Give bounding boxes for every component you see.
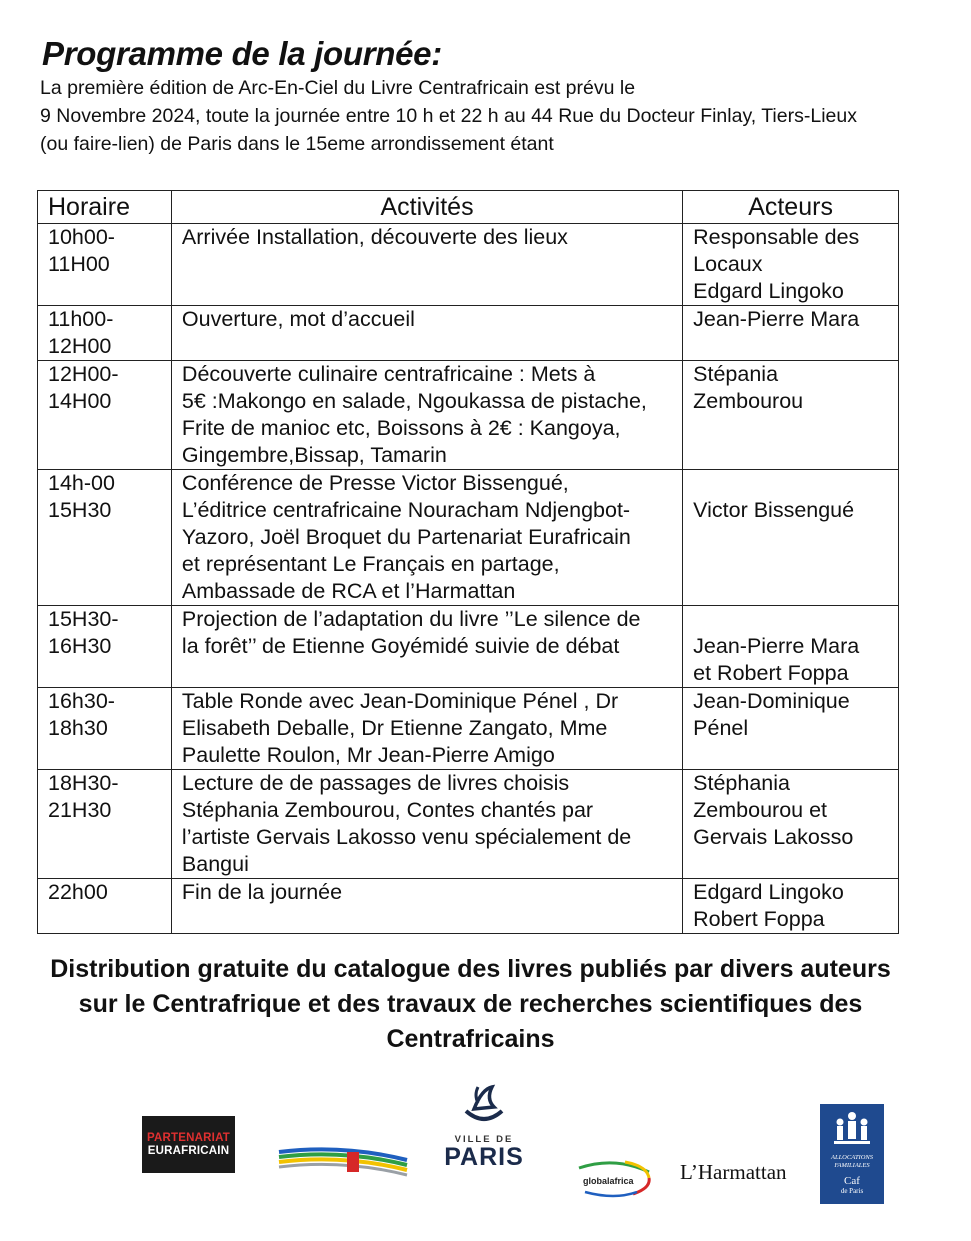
header-acteurs: Acteurs xyxy=(683,191,899,224)
table-row xyxy=(38,361,899,470)
globalafrica-logo xyxy=(575,1158,653,1198)
logo-text: de Paris xyxy=(840,1187,864,1195)
table-row xyxy=(38,224,899,306)
table-row xyxy=(38,879,899,934)
cell-horaire: 15H30- 16H30 xyxy=(38,606,172,688)
page-title: Programme de la journée: xyxy=(42,35,442,72)
cell-acteurs: Victor Bissengué xyxy=(683,470,899,606)
cell-horaire: 10h00- 11H00 xyxy=(38,224,172,306)
table-row xyxy=(38,470,899,606)
distribution-note: Distribution gratuite du catalogue des livres publiés par divers auteurs sur le Centrafrique et des travaux de recherches scientifiques des Centrafricains xyxy=(50,955,891,1053)
caf-family-icon xyxy=(830,1110,874,1150)
table-row xyxy=(38,770,899,879)
cell-horaire: 12H00- 14H00 xyxy=(38,361,172,470)
cell-acteurs: Responsable des Locaux Edgard Lingoko xyxy=(683,224,899,306)
harmattan-logo: L’Harmattan xyxy=(680,1160,787,1184)
intro-line: (ou faire-lien) de Paris dans le 15eme arrondissement étant xyxy=(40,133,554,155)
logo-text: Caf xyxy=(844,1175,860,1187)
cell-activites: Conférence de Presse Victor Bissengué, L’éditrice centrafricaine Nouracham Ndjengbot- Yazoro, Joël Broquet du Partenariat Eurafricain et représentant Le Français en partage, Ambassade de RCA et l’Harmattan xyxy=(171,470,682,606)
stripes-graphic xyxy=(277,1140,409,1182)
logo-text: ALLOCATIONS FAMILIALES xyxy=(830,1154,874,1169)
logo-text: VILLE DE xyxy=(454,1134,514,1145)
cell-acteurs: Stépania Zembourou xyxy=(683,361,899,470)
cell-activites: Ouverture, mot d’accueil xyxy=(171,306,682,361)
caf-paris-logo xyxy=(820,1104,884,1204)
cell-acteurs: Stéphania Zembourou et Gervais Lakosso xyxy=(683,770,899,879)
cell-activites: Table Ronde avec Jean-Dominique Pénel , Dr Elisabeth Deballe, Dr Etienne Zangato, Mme Paulette Roulon, Mr Jean-Pierre Amigo xyxy=(171,688,682,770)
header-activites: Activités xyxy=(171,191,682,224)
logo-text: PARIS xyxy=(444,1143,524,1171)
logo-text: EURAFRICAIN xyxy=(147,1144,230,1157)
logo-text: globalafrica xyxy=(583,1176,634,1186)
partenariat-eurafricain-logo xyxy=(142,1116,235,1173)
logo-text: PARTENARIAT xyxy=(147,1131,230,1144)
cell-horaire: 18H30- 21H30 xyxy=(38,770,172,879)
table-row xyxy=(38,306,899,361)
schedule-table xyxy=(37,190,899,934)
table-header-row xyxy=(38,191,899,224)
cell-horaire: 14h-00 15H30 xyxy=(38,470,172,606)
rainbow-stripes-logo xyxy=(277,1140,409,1182)
ville-de-paris-logo xyxy=(442,1083,526,1171)
intro-line: 9 Novembre 2024, toute la journée entre 10 h et 22 h au 44 Rue du Docteur Finlay, Tiers-Lieux xyxy=(40,105,857,127)
paris-ship-icon xyxy=(456,1083,512,1127)
cell-horaire: 11h00- 12H00 xyxy=(38,306,172,361)
table-row xyxy=(38,688,899,770)
cell-horaire: 16h30- 18h30 xyxy=(38,688,172,770)
cell-acteurs: Jean-Pierre Mara xyxy=(683,306,899,361)
table-row xyxy=(38,606,899,688)
cell-activites: Fin de la journée xyxy=(171,879,682,934)
cell-activites: Lecture de de passages de livres choisis Stéphania Zembourou, Contes chantés par l’artiste Gervais Lakosso venu spécialement de Bangui xyxy=(171,770,682,879)
cell-activites: Projection de l’adaptation du livre ’’Le silence de la forêt’’ de Etienne Goyémidé suivie de débat xyxy=(171,606,682,688)
cell-horaire: 22h00 xyxy=(38,879,172,934)
cell-activites: Découverte culinaire centrafricaine : Mets à 5€ :Makongo en salade, Ngoukassa de pistache, Frite de manioc etc, Boissons à 2€ : Kangoya, Gingembre,Bissap, Tamarin xyxy=(171,361,682,470)
intro-line: La première édition de Arc-En-Ciel du Livre Centrafricain est prévu le xyxy=(40,77,636,99)
cell-acteurs: Edgard Lingoko Robert Foppa xyxy=(683,879,899,934)
intro-paragraph xyxy=(40,74,940,158)
cell-acteurs: Jean-Dominique Pénel xyxy=(683,688,899,770)
cell-acteurs: Jean-Pierre Mara et Robert Foppa xyxy=(683,606,899,688)
cell-activites: Arrivée Installation, découverte des lieux xyxy=(171,224,682,306)
header-horaire: Horaire xyxy=(38,191,172,224)
